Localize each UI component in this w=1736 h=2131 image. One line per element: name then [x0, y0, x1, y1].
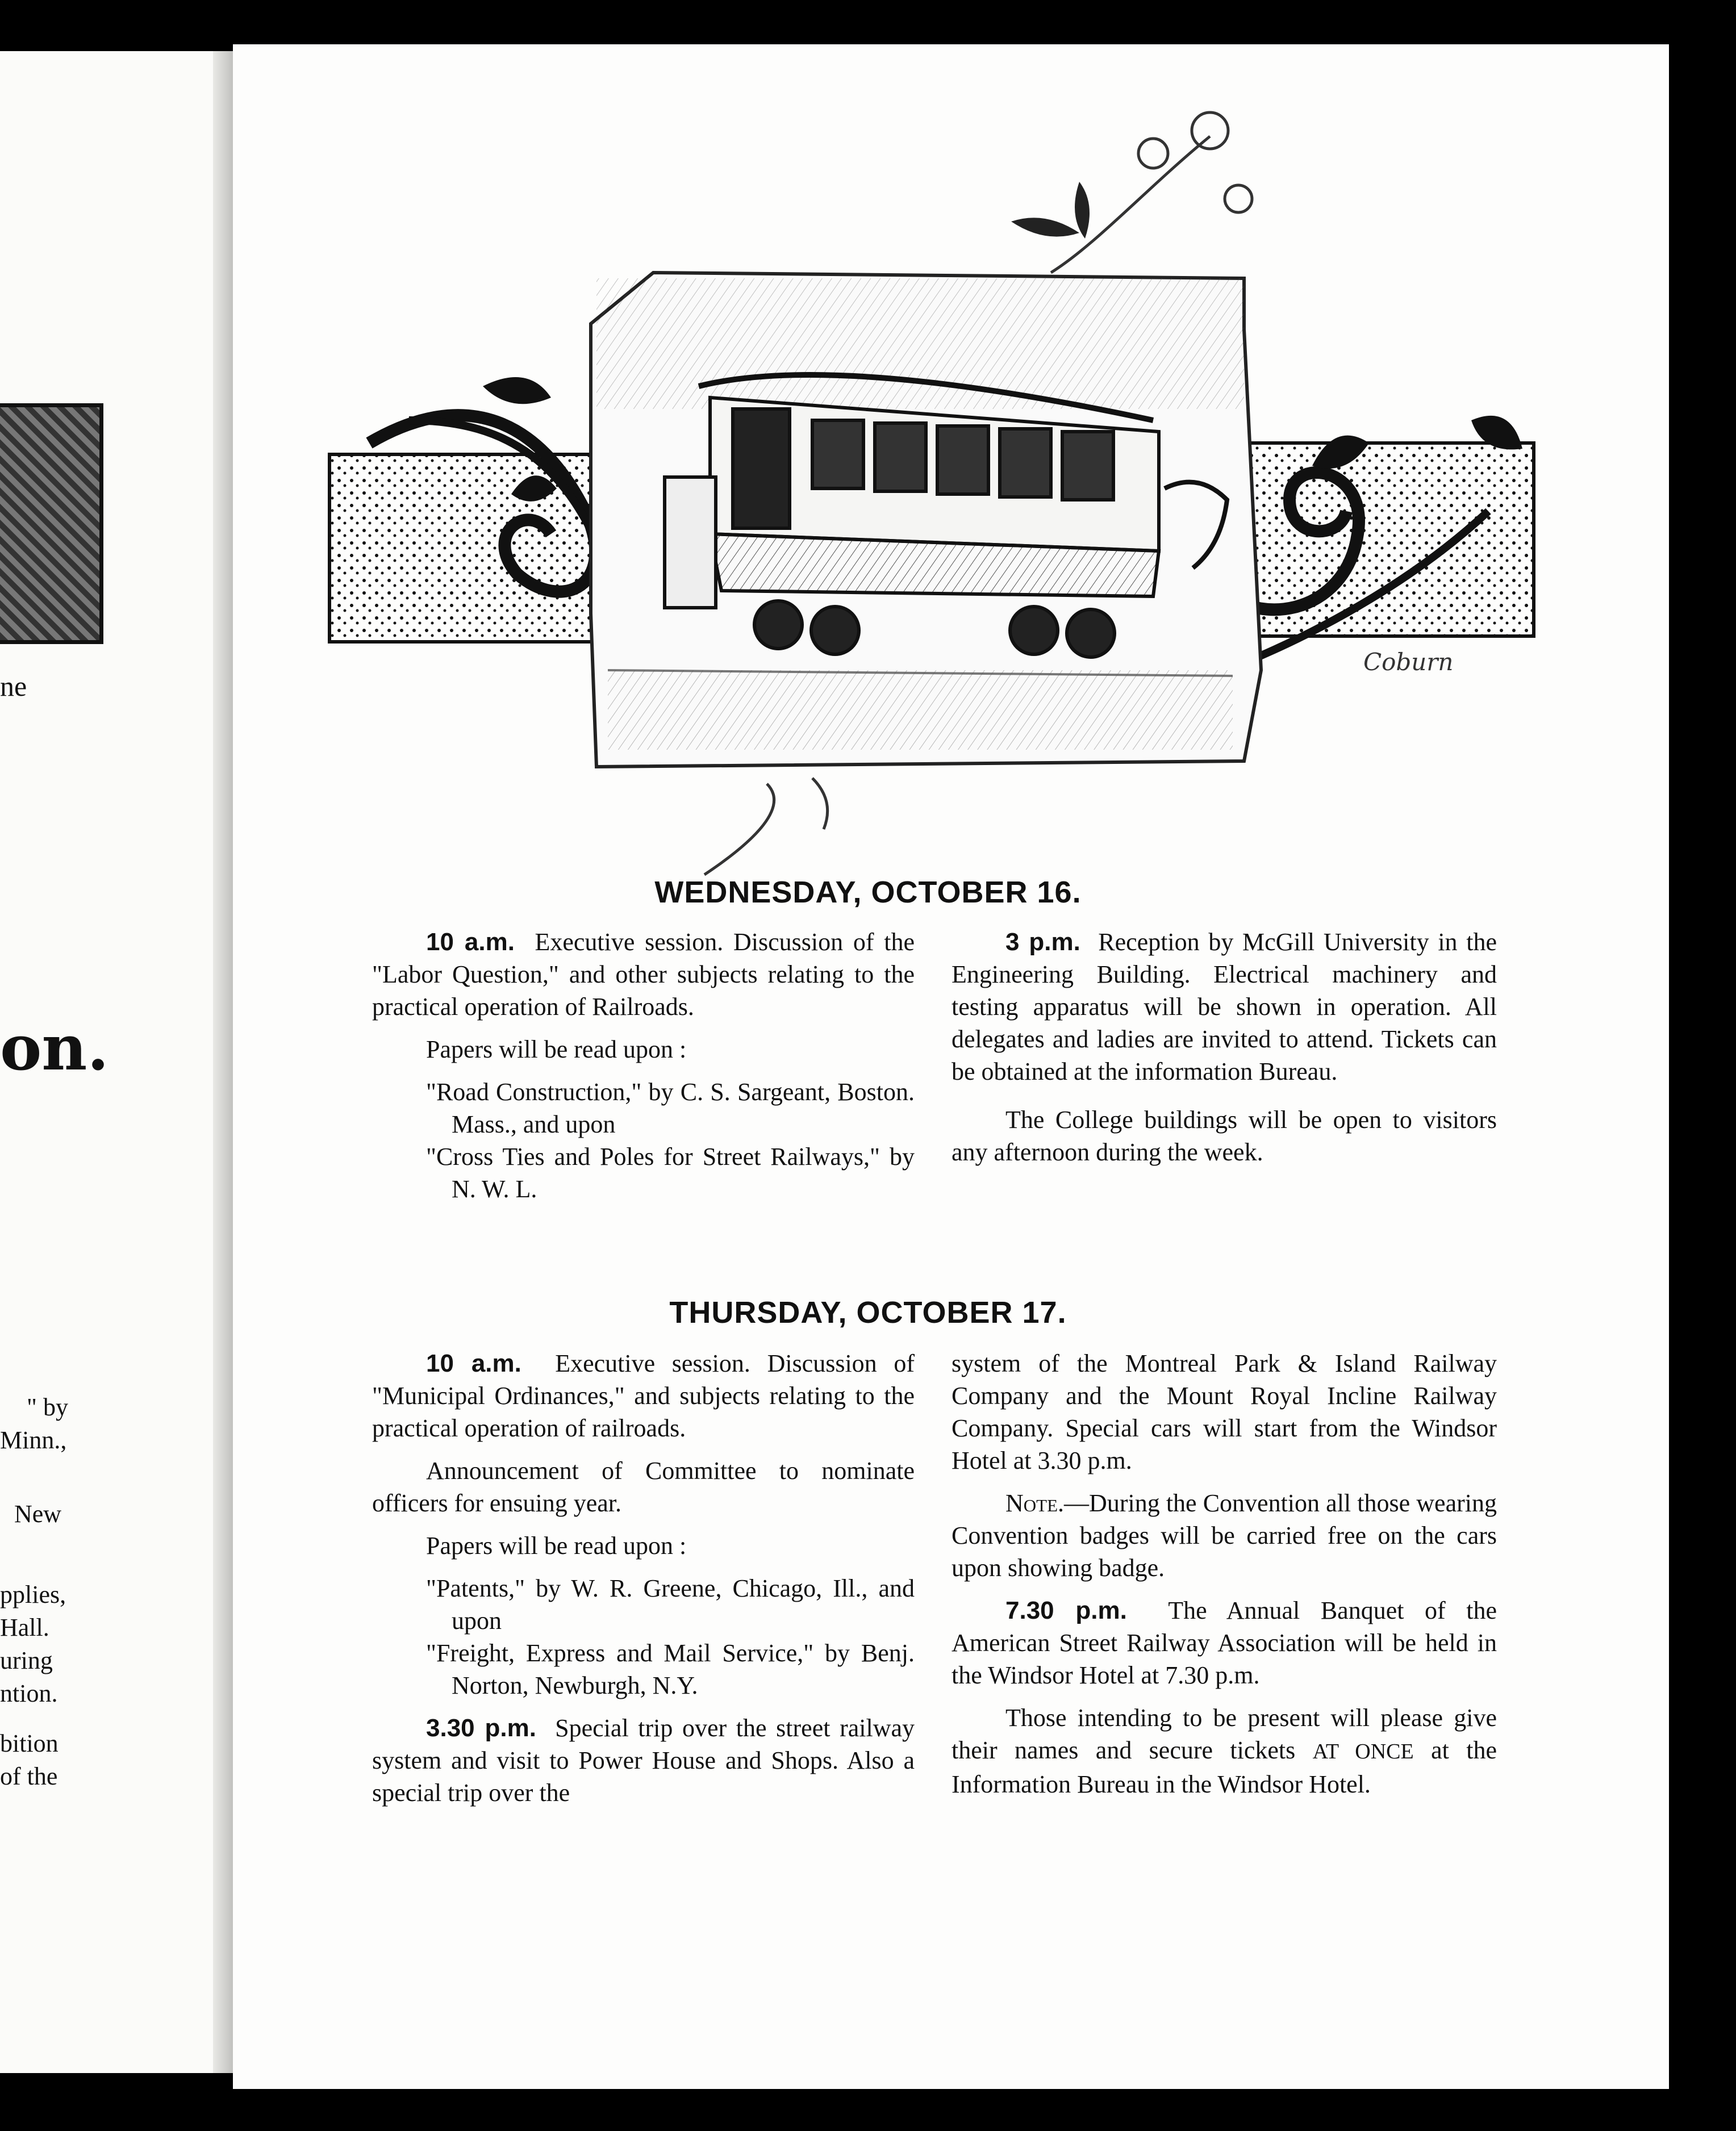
note-label: Note. [1005, 1489, 1065, 1517]
wednesday-heading: WEDNESDAY, OCTOBER 16. [654, 875, 1082, 909]
paragraph-text: Executive session. Discussion of "Municipal Ordinances," and subjects relating to the practical operation of railroads. [372, 1349, 915, 1442]
artist-signature: Coburn [1363, 648, 1454, 676]
note-text: —During the Convention all those wearing Convention badges will be carried free on the cars upon showing badge. [952, 1489, 1497, 1582]
note-paragraph [952, 1487, 1497, 1584]
left-fragment: bition [0, 1729, 59, 1757]
emphasis-text: AT ONCE [1312, 1740, 1414, 1764]
committee-paragraph: Announcement of Committee to nominate officers for ensuing year. [372, 1457, 915, 1517]
left-fragment: ntion. [0, 1679, 58, 1707]
paragraph-text: Executive session. Discussion of the "Labor Question," and other subjects relating to the practical operation of Railroads. [372, 928, 915, 1021]
paragraph-text: Reception by McGill University in the Engineering Building. Electrical machinery and testing apparatus will be shown in operation. All delegates and ladies are invited to attend. Tickets can be obtained at the information Bureau. [952, 928, 1497, 1085]
time-label: 10 a.m. [426, 928, 515, 956]
time-label: 10 a.m. [426, 1349, 521, 1377]
streetcar-illustration [324, 102, 1551, 880]
left-fragment: " by [27, 1393, 68, 1421]
thursday-right-column [952, 1347, 1497, 1811]
left-facing-page [0, 51, 224, 2073]
thursday-left-column [372, 1347, 915, 1819]
left-fragment: of the [0, 1762, 58, 1790]
left-fragment: uring [0, 1647, 53, 1674]
left-fragment: Minn., [0, 1426, 67, 1454]
paper-item: "Freight, Express and Mail Service," by Benj. Norton, Newburgh, N.Y. [426, 1639, 915, 1699]
papers-intro: Papers will be read upon : [426, 1532, 687, 1560]
thursday-330pm-paragraph [372, 1712, 915, 1809]
flower-stem [1051, 136, 1210, 273]
paper-item: "Road Construction," by C. S. Sargeant, Boston. Mass., and upon [426, 1078, 915, 1138]
wednesday-10am-paragraph [372, 926, 915, 1023]
bottom-sprig [704, 778, 828, 875]
paragraph-text: The Annual Banquet of the American Street Railway Association will be held in the Windsor Hotel at 7.30 p.m. [952, 1597, 1497, 1689]
time-label: 7.30 p.m. [1005, 1597, 1127, 1624]
college-paragraph: The College buildings will be open to visitors any afternoon during the week. [952, 1106, 1497, 1166]
paragraph-text: at the Information Bureau in the Windsor Hotel. [952, 1736, 1497, 1798]
left-fragment: New [14, 1500, 62, 1528]
paper-item: "Patents," by W. R. Greene, Chicago, Ill., and upon [426, 1574, 915, 1635]
thursday-10am-paragraph [372, 1347, 915, 1444]
time-label: 3 p.m. [1005, 928, 1080, 956]
wednesday-3pm-paragraph [952, 926, 1497, 1088]
tickets-paragraph [952, 1702, 1497, 1800]
ornament-fragment [0, 403, 103, 644]
thursday-730pm-paragraph [952, 1594, 1497, 1691]
time-label: 3.30 p.m. [426, 1714, 536, 1742]
wednesday-right-column [952, 926, 1497, 1179]
paragraph-text: Those intending to be present will please give their names and secure tickets [952, 1704, 1497, 1764]
left-title-fragment: on. [0, 1011, 109, 1084]
left-fragment: pplies, [0, 1581, 66, 1608]
montreal-railway-paragraph: system of the Montreal Park & Island Railway Company and the Mount Royal Incline Railway Company. Special cars will start from the Windsor Hotel at 3.30 p.m. [952, 1349, 1497, 1474]
paper-item: "Cross Ties and Poles for Street Railways," by N. W. L. [426, 1143, 915, 1203]
wednesday-left-column [372, 926, 915, 1205]
left-fragment: Hall. [0, 1614, 49, 1641]
paragraph-text: Special trip over the street railway system and visit to Power House and Shops. Also a special trip over the [372, 1714, 915, 1807]
thursday-heading: THURSDAY, OCTOBER 17. [669, 1296, 1067, 1330]
left-fragment: ne [0, 670, 27, 702]
papers-intro: Papers will be read upon : [426, 1035, 687, 1063]
